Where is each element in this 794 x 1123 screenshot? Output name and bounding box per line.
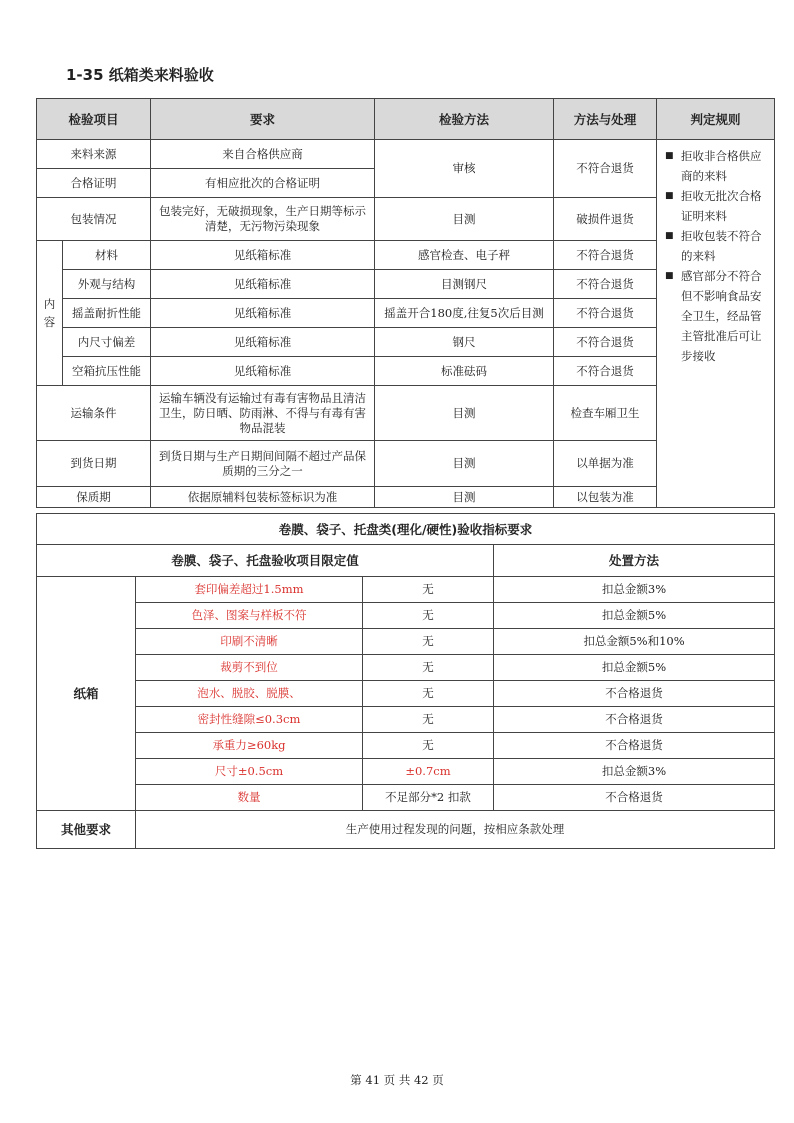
criteria-limit: 无 — [363, 733, 494, 759]
method-cell: 目测 — [375, 386, 554, 441]
criteria-name: 密封性缝隙≤0.3cm — [136, 707, 363, 733]
criteria-limit: 无 — [363, 629, 494, 655]
action-cell: 以单据为准 — [554, 441, 657, 487]
criteria-name: 承重力≥60kg — [136, 733, 363, 759]
criteria-name: 泡水、脱胶、脱膜、 — [136, 681, 363, 707]
page-footer: 第 41 页 共 42 页 — [350, 1073, 444, 1087]
action-cell: 不符合退货 — [554, 241, 657, 270]
item-cell: 保质期 — [37, 487, 151, 508]
action-cell: 检查车厢卫生 — [554, 386, 657, 441]
section-header-row — [37, 545, 775, 577]
req-cell: 见纸箱标准 — [151, 328, 375, 357]
action-cell: 不符合退货 — [554, 328, 657, 357]
criteria-name: 套印偏差超过1.5mm — [136, 577, 363, 603]
square-bullet-icon: ■ — [665, 231, 674, 241]
criteria-action: 扣总金额3% — [494, 577, 775, 603]
method-cell: 目测 — [375, 487, 554, 508]
method-cell: 钢尺 — [375, 328, 554, 357]
table-header-row — [37, 99, 775, 140]
inspection-table — [36, 98, 775, 508]
table-row — [37, 811, 775, 849]
other-requirements-text: 生产使用过程发现的问题，按相应条款处理 — [136, 811, 775, 849]
action-cell: 不符合退货 — [554, 299, 657, 328]
square-bullet-icon: ■ — [665, 191, 674, 201]
table-row — [37, 785, 775, 811]
square-bullet-icon: ■ — [665, 151, 674, 161]
item-cell: 到货日期 — [37, 441, 151, 487]
rule-item: ■ 拒收无批次合格证明来料 — [665, 186, 768, 226]
action-cell: 不符合退货 — [554, 270, 657, 299]
method-cell: 标准砝码 — [375, 357, 554, 386]
method-cell: 摇盖开合180度,往复5次后目测 — [375, 299, 554, 328]
judgement-rules — [657, 140, 775, 508]
req-cell: 运输车辆没有运输过有毒有害物品且清洁卫生，防日晒、防雨淋、不得与有毒有害物品混装 — [151, 386, 375, 441]
table-row — [37, 759, 775, 785]
req-cell: 见纸箱标准 — [151, 241, 375, 270]
item-cell: 内尺寸偏差 — [63, 328, 151, 357]
req-cell: 见纸箱标准 — [151, 299, 375, 328]
item-cell: 运输条件 — [37, 386, 151, 441]
acceptance-criteria-table — [36, 513, 775, 849]
page-title: 1-35 纸箱类来料验收 — [66, 66, 214, 84]
criteria-action: 扣总金额5%和10% — [494, 629, 775, 655]
method-cell: 感官检查、电子秤 — [375, 241, 554, 270]
item-cell: 外观与结构 — [63, 270, 151, 299]
criteria-name: 数量 — [136, 785, 363, 811]
action-cell: 不符合退货 — [554, 357, 657, 386]
criteria-limit: ±0.7cm — [363, 759, 494, 785]
table-row — [37, 655, 775, 681]
criteria-limit: 无 — [363, 707, 494, 733]
criteria-name: 尺寸±0.5cm — [136, 759, 363, 785]
item-cell: 来料来源 — [37, 140, 151, 169]
table-row — [37, 681, 775, 707]
table-row — [37, 577, 775, 603]
action-cell: 以包装为准 — [554, 487, 657, 508]
header-cell: 检验项目 — [37, 99, 151, 140]
item-cell: 空箱抗压性能 — [63, 357, 151, 386]
criteria-action: 不合格退货 — [494, 707, 775, 733]
table-row — [37, 603, 775, 629]
content-group-label: 内容 — [37, 241, 63, 386]
item-cell: 合格证明 — [37, 169, 151, 198]
criteria-limit: 无 — [363, 681, 494, 707]
item-cell: 摇盖耐折性能 — [63, 299, 151, 328]
header-cell: 方法与处理 — [554, 99, 657, 140]
req-cell: 来自合格供应商 — [151, 140, 375, 169]
criteria-action: 扣总金额5% — [494, 603, 775, 629]
req-cell: 依据原辅料包装标签标识为准 — [151, 487, 375, 508]
req-cell: 有相应批次的合格证明 — [151, 169, 375, 198]
header-cell: 检验方法 — [375, 99, 554, 140]
criteria-limit: 无 — [363, 603, 494, 629]
rule-item: ■ 拒收包装不符合的来料 — [665, 226, 768, 266]
method-cell: 目测 — [375, 198, 554, 241]
criteria-action: 扣总金额3% — [494, 759, 775, 785]
header-cell: 要求 — [151, 99, 375, 140]
table-row — [37, 629, 775, 655]
rule-item: ■ 感官部分不符合但不影响食品安全卫生，经品管主管批准后可让步接收 — [665, 266, 768, 366]
action-cell: 不符合退货 — [554, 140, 657, 198]
item-cell: 包装情况 — [37, 198, 151, 241]
criteria-action: 扣总金额5% — [494, 655, 775, 681]
square-bullet-icon: ■ — [665, 271, 674, 281]
table-row — [37, 707, 775, 733]
req-cell: 见纸箱标准 — [151, 357, 375, 386]
criteria-name: 色泽、图案与样板不符 — [136, 603, 363, 629]
criteria-action: 不合格退货 — [494, 681, 775, 707]
criteria-action: 不合格退货 — [494, 785, 775, 811]
criteria-action: 不合格退货 — [494, 733, 775, 759]
req-cell: 到货日期与生产日期间间隔不超过产品保质期的三分之一 — [151, 441, 375, 487]
item-cell: 材料 — [63, 241, 151, 270]
section-title-row — [37, 514, 775, 545]
method-cell: 审核 — [375, 140, 554, 198]
req-cell: 包装完好，无破损现象，生产日期等标示清楚，无污物污染现象 — [151, 198, 375, 241]
table-row — [37, 733, 775, 759]
method-cell: 目测 — [375, 441, 554, 487]
criteria-limit: 无 — [363, 577, 494, 603]
group-label: 纸箱 — [37, 577, 136, 811]
method-cell: 目测钢尺 — [375, 270, 554, 299]
criteria-name: 印刷不清晰 — [136, 629, 363, 655]
criteria-limit: 无 — [363, 655, 494, 681]
other-requirements-label: 其他要求 — [37, 811, 136, 849]
section-title: 卷膜、袋子、托盘类(理化/硬性)验收指标要求 — [37, 514, 775, 545]
table-row — [37, 140, 775, 169]
criteria-limit: 不足部分*2 扣款 — [363, 785, 494, 811]
disposal-header: 处置方法 — [494, 545, 775, 577]
limit-header: 卷膜、袋子、托盘验收项目限定值 — [37, 545, 494, 577]
rule-item: ■ 拒收非合格供应商的来料 — [665, 146, 768, 186]
req-cell: 见纸箱标准 — [151, 270, 375, 299]
criteria-name: 裁剪不到位 — [136, 655, 363, 681]
header-cell: 判定规则 — [657, 99, 775, 140]
action-cell: 破损件退货 — [554, 198, 657, 241]
